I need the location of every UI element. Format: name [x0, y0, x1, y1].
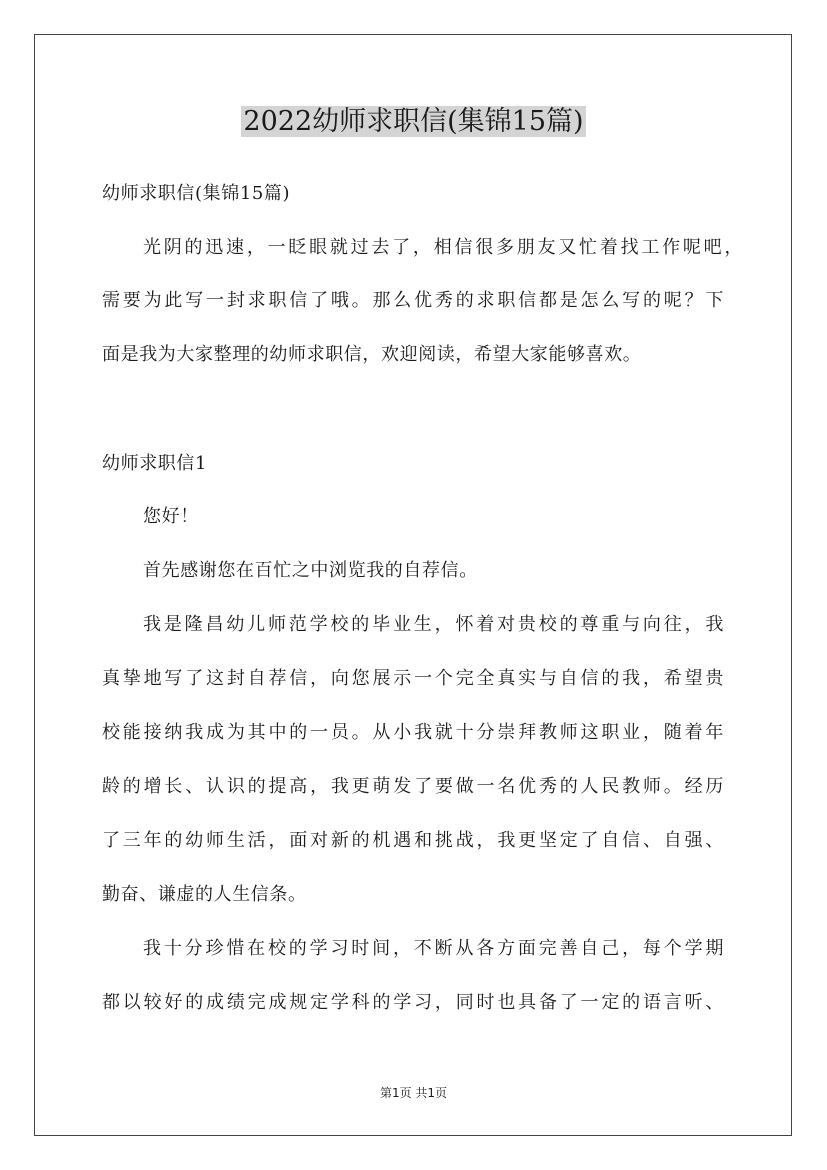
- document-title-text: 2022幼师求职信(集锦15篇): [243, 106, 584, 137]
- paragraph-2-line-1: 我是隆昌幼儿师范学校的毕业生，怀着对贵校的尊重与向往，我: [143, 614, 724, 635]
- document-title: [0, 100, 827, 144]
- paragraph-3-line-2: 都以较好的成绩完成规定学科的学习，同时也具备了一定的语言听、: [102, 992, 724, 1013]
- paragraph-2-line-6: 勤奋、谦虚的人生信条。: [102, 884, 307, 905]
- document-subtitle: 幼师求职信(集锦15篇): [102, 183, 291, 204]
- intro-line-2: 需要为此写一封求职信了哦。那么优秀的求职信都是怎么写的呢？下: [102, 290, 724, 311]
- intro-line-1: 光阴的迅速，一眨眼就过去了，相信很多朋友又忙着找工作呢吧，: [143, 237, 743, 258]
- paragraph-2-line-3: 校能接纳我成为其中的一员。从小我就十分崇拜教师这职业，随着年: [102, 722, 724, 743]
- paragraph-2-line-4: 龄的增长、认识的提高，我更萌发了要做一名优秀的人民教师。经历: [102, 776, 724, 797]
- paragraph-1: 首先感谢您在百忙之中浏览我的自荐信。: [143, 560, 478, 581]
- page-number: 第1页 共1页: [379, 1086, 448, 1100]
- paragraph-3-line-1: 我十分珍惜在校的学习时间，不断从各方面完善自己，每个学期: [143, 938, 724, 959]
- section-heading: 幼师求职信1: [102, 453, 208, 474]
- paragraph-2-line-2: 真挚地写了这封自荐信，向您展示一个完全真实与自信的我，希望贵: [102, 668, 724, 689]
- intro-line-3: 面是我为大家整理的幼师求职信，欢迎阅读，希望大家能够喜欢。: [102, 344, 642, 365]
- greeting: 您好！: [143, 506, 199, 527]
- paragraph-2-line-5: 了三年的幼师生活，面对新的机遇和挑战，我更坚定了自信、自强、: [102, 830, 724, 851]
